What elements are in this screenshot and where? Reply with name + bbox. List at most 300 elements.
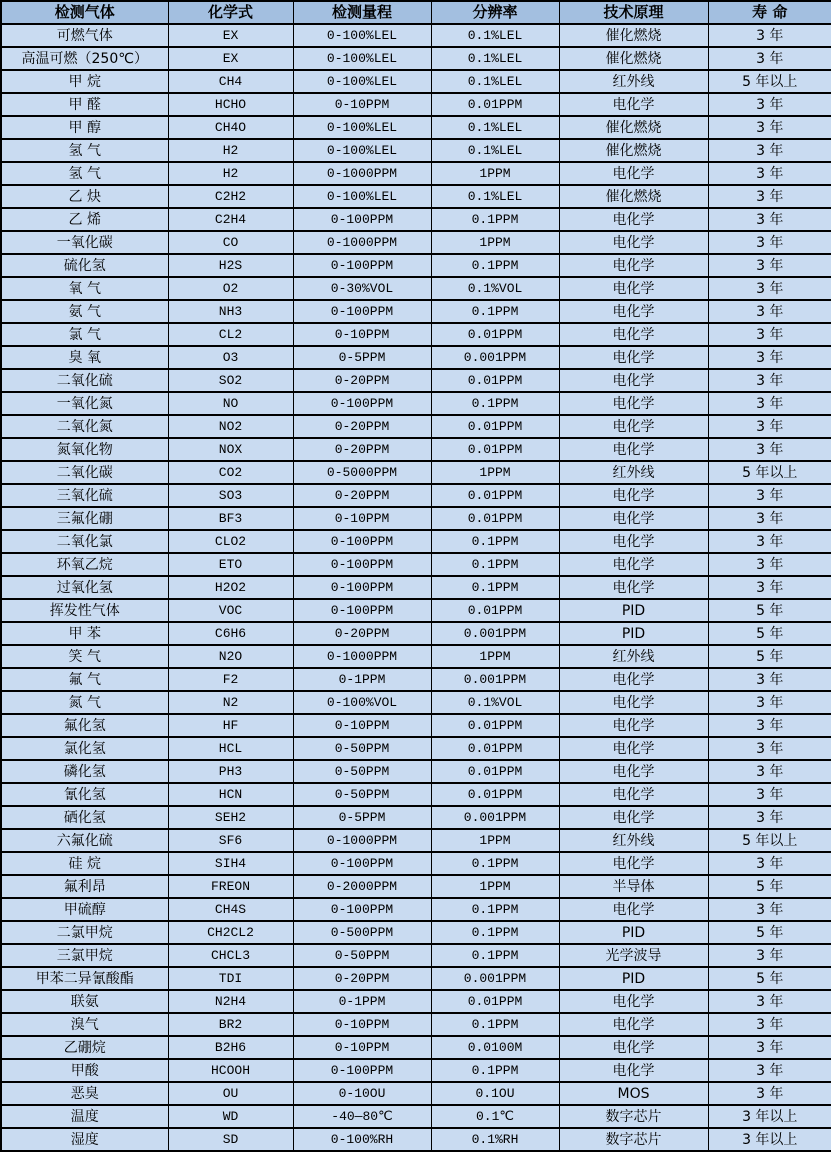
table-row — [1, 70, 831, 93]
cell-range: 0-100PPM — [293, 300, 431, 323]
table-row — [1, 806, 831, 829]
cell-resolution: 0.1PPM — [431, 921, 559, 944]
cell-formula: ETO — [168, 553, 293, 576]
cell-gas: 二氧化氯 — [1, 530, 168, 553]
table-row — [1, 1082, 831, 1105]
table-row — [1, 484, 831, 507]
cell-gas: 氧 气 — [1, 277, 168, 300]
cell-lifespan: 3 年 — [708, 438, 831, 461]
cell-lifespan: 3 年 — [708, 737, 831, 760]
cell-gas: 氯化氢 — [1, 737, 168, 760]
cell-resolution: 0.001PPM — [431, 346, 559, 369]
cell-range: 0-1PPM — [293, 668, 431, 691]
cell-gas: 溴气 — [1, 1013, 168, 1036]
cell-range: 0-100PPM — [293, 254, 431, 277]
cell-formula: SO2 — [168, 369, 293, 392]
cell-principle: 电化学 — [559, 208, 708, 231]
cell-formula: O2 — [168, 277, 293, 300]
cell-range: 0-20PPM — [293, 415, 431, 438]
cell-principle: 电化学 — [559, 990, 708, 1013]
cell-formula: C6H6 — [168, 622, 293, 645]
cell-lifespan: 5 年以上 — [708, 461, 831, 484]
table-row — [1, 645, 831, 668]
cell-resolution: 0.1OU — [431, 1082, 559, 1105]
table-row — [1, 553, 831, 576]
table-row — [1, 507, 831, 530]
cell-formula: EX — [168, 24, 293, 47]
table-row — [1, 369, 831, 392]
cell-range: 0-100PPM — [293, 852, 431, 875]
cell-gas: 氰化氢 — [1, 783, 168, 806]
column-header-formula: 化学式 — [168, 1, 293, 24]
cell-range: 0-100%LEL — [293, 139, 431, 162]
cell-resolution: 0.1PPM — [431, 1059, 559, 1082]
cell-formula: HCOOH — [168, 1059, 293, 1082]
cell-lifespan: 3 年 — [708, 668, 831, 691]
cell-gas: 臭 氧 — [1, 346, 168, 369]
cell-lifespan: 3 年 — [708, 990, 831, 1013]
cell-gas: 氨 气 — [1, 300, 168, 323]
cell-formula: H2S — [168, 254, 293, 277]
cell-principle: 电化学 — [559, 714, 708, 737]
cell-principle: 电化学 — [559, 277, 708, 300]
cell-resolution: 0.01PPM — [431, 415, 559, 438]
cell-formula: CH4S — [168, 898, 293, 921]
cell-principle: 催化燃烧 — [559, 185, 708, 208]
cell-range: 0-2000PPM — [293, 875, 431, 898]
cell-resolution: 0.1PPM — [431, 300, 559, 323]
table-row — [1, 829, 831, 852]
cell-resolution: 0.1%VOL — [431, 277, 559, 300]
cell-lifespan: 5 年 — [708, 645, 831, 668]
cell-principle: 电化学 — [559, 783, 708, 806]
cell-range: -40—80℃ — [293, 1105, 431, 1128]
cell-lifespan: 3 年 — [708, 139, 831, 162]
cell-range: 0-20PPM — [293, 967, 431, 990]
cell-gas: 甲 醛 — [1, 93, 168, 116]
cell-gas: 二氧化碳 — [1, 461, 168, 484]
cell-lifespan: 3 年 — [708, 898, 831, 921]
cell-gas: 联氨 — [1, 990, 168, 1013]
cell-gas: 甲酸 — [1, 1059, 168, 1082]
cell-formula: H2O2 — [168, 576, 293, 599]
cell-resolution: 0.01PPM — [431, 737, 559, 760]
cell-lifespan: 3 年以上 — [708, 1105, 831, 1128]
cell-resolution: 0.1PPM — [431, 530, 559, 553]
cell-resolution: 0.01PPM — [431, 714, 559, 737]
cell-formula: SD — [168, 1128, 293, 1151]
cell-principle: 电化学 — [559, 530, 708, 553]
cell-lifespan: 3 年 — [708, 783, 831, 806]
cell-principle: 电化学 — [559, 438, 708, 461]
cell-formula: EX — [168, 47, 293, 70]
cell-principle: 电化学 — [559, 162, 708, 185]
cell-principle: 电化学 — [559, 806, 708, 829]
cell-lifespan: 3 年 — [708, 24, 831, 47]
cell-gas: 环氧乙烷 — [1, 553, 168, 576]
cell-principle: 电化学 — [559, 254, 708, 277]
cell-resolution: 0.0100M — [431, 1036, 559, 1059]
cell-resolution: 0.01PPM — [431, 438, 559, 461]
cell-range: 0-20PPM — [293, 438, 431, 461]
table-row — [1, 691, 831, 714]
cell-resolution: 1PPM — [431, 461, 559, 484]
cell-lifespan: 3 年 — [708, 530, 831, 553]
cell-lifespan: 3 年 — [708, 231, 831, 254]
cell-resolution: 0.1PPM — [431, 392, 559, 415]
cell-formula: O3 — [168, 346, 293, 369]
cell-principle: 电化学 — [559, 1059, 708, 1082]
table-row — [1, 24, 831, 47]
table-row — [1, 599, 831, 622]
cell-gas: 硅 烷 — [1, 852, 168, 875]
cell-range: 0-100PPM — [293, 392, 431, 415]
cell-resolution: 0.1%LEL — [431, 47, 559, 70]
table-row — [1, 783, 831, 806]
cell-resolution: 0.001PPM — [431, 806, 559, 829]
cell-lifespan: 5 年以上 — [708, 829, 831, 852]
cell-formula: CO2 — [168, 461, 293, 484]
cell-principle: MOS — [559, 1082, 708, 1105]
cell-range: 0-1000PPM — [293, 231, 431, 254]
cell-formula: OU — [168, 1082, 293, 1105]
cell-lifespan: 5 年 — [708, 599, 831, 622]
cell-lifespan: 3 年 — [708, 484, 831, 507]
cell-range: 0-100PPM — [293, 530, 431, 553]
table-row — [1, 116, 831, 139]
cell-range: 0-5PPM — [293, 806, 431, 829]
cell-range: 0-100%LEL — [293, 185, 431, 208]
table-row — [1, 461, 831, 484]
cell-principle: 数字芯片 — [559, 1105, 708, 1128]
cell-resolution: 0.001PPM — [431, 622, 559, 645]
cell-resolution: 0.01PPM — [431, 93, 559, 116]
cell-principle: 电化学 — [559, 369, 708, 392]
cell-formula: BR2 — [168, 1013, 293, 1036]
cell-lifespan: 3 年 — [708, 300, 831, 323]
cell-principle: 催化燃烧 — [559, 116, 708, 139]
column-header-gas: 检测气体 — [1, 1, 168, 24]
cell-lifespan: 3 年 — [708, 185, 831, 208]
cell-formula: CO — [168, 231, 293, 254]
cell-gas: 磷化氢 — [1, 760, 168, 783]
cell-lifespan: 3 年 — [708, 415, 831, 438]
cell-principle: 红外线 — [559, 645, 708, 668]
cell-resolution: 0.01PPM — [431, 760, 559, 783]
cell-resolution: 0.1%LEL — [431, 116, 559, 139]
cell-formula: HCL — [168, 737, 293, 760]
cell-gas: 恶臭 — [1, 1082, 168, 1105]
cell-formula: CL2 — [168, 323, 293, 346]
cell-lifespan: 3 年 — [708, 47, 831, 70]
cell-formula: VOC — [168, 599, 293, 622]
column-header-lifespan: 寿 命 — [708, 1, 831, 24]
cell-resolution: 1PPM — [431, 875, 559, 898]
cell-range: 0-500PPM — [293, 921, 431, 944]
cell-lifespan: 3 年 — [708, 1082, 831, 1105]
cell-formula: NO2 — [168, 415, 293, 438]
column-header-principle: 技术原理 — [559, 1, 708, 24]
cell-formula: HCHO — [168, 93, 293, 116]
cell-range: 0-10PPM — [293, 93, 431, 116]
cell-principle: 半导体 — [559, 875, 708, 898]
table-row — [1, 1128, 831, 1151]
cell-formula: N2H4 — [168, 990, 293, 1013]
cell-lifespan: 3 年 — [708, 691, 831, 714]
cell-principle: 红外线 — [559, 829, 708, 852]
cell-resolution: 1PPM — [431, 231, 559, 254]
cell-range: 0-100PPM — [293, 208, 431, 231]
cell-range: 0-5000PPM — [293, 461, 431, 484]
cell-lifespan: 3 年 — [708, 806, 831, 829]
cell-lifespan: 3 年 — [708, 208, 831, 231]
cell-resolution: 0.001PPM — [431, 668, 559, 691]
cell-gas: 甲苯二异氰酸酯 — [1, 967, 168, 990]
cell-gas: 甲 苯 — [1, 622, 168, 645]
table-row — [1, 300, 831, 323]
cell-range: 0-100%RH — [293, 1128, 431, 1151]
cell-resolution: 0.01PPM — [431, 599, 559, 622]
table-row — [1, 346, 831, 369]
cell-range: 0-100PPM — [293, 599, 431, 622]
cell-resolution: 0.01PPM — [431, 369, 559, 392]
cell-principle: 催化燃烧 — [559, 24, 708, 47]
cell-range: 0-20PPM — [293, 622, 431, 645]
cell-resolution: 0.1PPM — [431, 208, 559, 231]
cell-resolution: 0.1PPM — [431, 1013, 559, 1036]
cell-principle: PID — [559, 599, 708, 622]
cell-formula: NOX — [168, 438, 293, 461]
cell-gas: 湿度 — [1, 1128, 168, 1151]
cell-range: 0-50PPM — [293, 737, 431, 760]
cell-range: 0-1000PPM — [293, 645, 431, 668]
cell-principle: 电化学 — [559, 415, 708, 438]
cell-formula: CLO2 — [168, 530, 293, 553]
cell-formula: H2 — [168, 162, 293, 185]
cell-gas: 氮 气 — [1, 691, 168, 714]
cell-range: 0-5PPM — [293, 346, 431, 369]
cell-formula: WD — [168, 1105, 293, 1128]
header-row — [1, 1, 831, 24]
cell-lifespan: 3 年 — [708, 392, 831, 415]
cell-resolution: 0.01PPM — [431, 783, 559, 806]
cell-range: 0-10PPM — [293, 1013, 431, 1036]
cell-resolution: 0.1%LEL — [431, 185, 559, 208]
cell-gas: 氟利昂 — [1, 875, 168, 898]
cell-formula: N2 — [168, 691, 293, 714]
table-row — [1, 47, 831, 70]
cell-formula: H2 — [168, 139, 293, 162]
cell-range: 0-10PPM — [293, 507, 431, 530]
cell-range: 0-20PPM — [293, 484, 431, 507]
cell-gas: 一氧化氮 — [1, 392, 168, 415]
cell-resolution: 0.1%LEL — [431, 70, 559, 93]
cell-resolution: 1PPM — [431, 829, 559, 852]
cell-gas: 过氧化氢 — [1, 576, 168, 599]
cell-formula: CH2CL2 — [168, 921, 293, 944]
cell-formula: HF — [168, 714, 293, 737]
cell-resolution: 0.1%VOL — [431, 691, 559, 714]
cell-lifespan: 3 年 — [708, 714, 831, 737]
cell-lifespan: 3 年 — [708, 1059, 831, 1082]
cell-formula: HCN — [168, 783, 293, 806]
cell-resolution: 0.01PPM — [431, 990, 559, 1013]
table-row — [1, 231, 831, 254]
cell-range: 0-10PPM — [293, 714, 431, 737]
cell-lifespan: 3 年 — [708, 944, 831, 967]
cell-principle: 电化学 — [559, 93, 708, 116]
table-row — [1, 760, 831, 783]
cell-lifespan: 5 年 — [708, 921, 831, 944]
table-row — [1, 162, 831, 185]
cell-range: 0-10PPM — [293, 323, 431, 346]
cell-principle: 电化学 — [559, 484, 708, 507]
cell-range: 0-100%LEL — [293, 24, 431, 47]
table-row — [1, 576, 831, 599]
cell-gas: 氟化氢 — [1, 714, 168, 737]
column-header-range: 检测量程 — [293, 1, 431, 24]
cell-lifespan: 3 年 — [708, 1036, 831, 1059]
cell-formula: CHCL3 — [168, 944, 293, 967]
cell-principle: 电化学 — [559, 760, 708, 783]
table-row — [1, 1105, 831, 1128]
cell-resolution: 0.1℃ — [431, 1105, 559, 1128]
table-row — [1, 392, 831, 415]
cell-lifespan: 5 年 — [708, 622, 831, 645]
cell-gas: 高温可燃（250℃） — [1, 47, 168, 70]
table-row — [1, 415, 831, 438]
cell-principle: 电化学 — [559, 852, 708, 875]
cell-resolution: 1PPM — [431, 162, 559, 185]
cell-resolution: 0.1PPM — [431, 576, 559, 599]
cell-formula: FREON — [168, 875, 293, 898]
cell-formula: SF6 — [168, 829, 293, 852]
table-row — [1, 852, 831, 875]
table-row — [1, 990, 831, 1013]
cell-range: 0-1000PPM — [293, 162, 431, 185]
cell-principle: 电化学 — [559, 576, 708, 599]
cell-range: 0-100PPM — [293, 553, 431, 576]
cell-gas: 氯 气 — [1, 323, 168, 346]
cell-formula: SIH4 — [168, 852, 293, 875]
cell-lifespan: 3 年 — [708, 323, 831, 346]
cell-formula: TDI — [168, 967, 293, 990]
cell-range: 0-10PPM — [293, 1036, 431, 1059]
cell-principle: 电化学 — [559, 323, 708, 346]
table-row — [1, 438, 831, 461]
cell-lifespan: 3 年 — [708, 1013, 831, 1036]
cell-lifespan: 3 年 — [708, 507, 831, 530]
cell-formula: C2H2 — [168, 185, 293, 208]
table-row — [1, 898, 831, 921]
cell-formula: CH4 — [168, 70, 293, 93]
cell-gas: 氮氧化物 — [1, 438, 168, 461]
cell-principle: PID — [559, 921, 708, 944]
cell-principle: 电化学 — [559, 231, 708, 254]
cell-principle: 电化学 — [559, 1013, 708, 1036]
cell-gas: 可燃气体 — [1, 24, 168, 47]
cell-gas: 三氟化硼 — [1, 507, 168, 530]
cell-gas: 甲 烷 — [1, 70, 168, 93]
cell-principle: 催化燃烧 — [559, 47, 708, 70]
cell-resolution: 0.01PPM — [431, 484, 559, 507]
cell-resolution: 0.1PPM — [431, 898, 559, 921]
cell-range: 0-100PPM — [293, 1059, 431, 1082]
cell-resolution: 0.1%LEL — [431, 24, 559, 47]
cell-gas: 三氧化硫 — [1, 484, 168, 507]
cell-lifespan: 5 年 — [708, 875, 831, 898]
cell-gas: 二氯甲烷 — [1, 921, 168, 944]
cell-formula: F2 — [168, 668, 293, 691]
cell-formula: NO — [168, 392, 293, 415]
table-row — [1, 254, 831, 277]
cell-principle: 电化学 — [559, 668, 708, 691]
cell-principle: 电化学 — [559, 346, 708, 369]
cell-gas: 氢 气 — [1, 139, 168, 162]
cell-principle: 电化学 — [559, 392, 708, 415]
cell-range: 0-100%LEL — [293, 70, 431, 93]
cell-lifespan: 3 年 — [708, 277, 831, 300]
cell-resolution: 0.1PPM — [431, 944, 559, 967]
table-row — [1, 944, 831, 967]
table-row — [1, 622, 831, 645]
cell-gas: 乙 炔 — [1, 185, 168, 208]
cell-formula: NH3 — [168, 300, 293, 323]
cell-range: 0-50PPM — [293, 783, 431, 806]
cell-principle: 电化学 — [559, 300, 708, 323]
cell-principle: 电化学 — [559, 737, 708, 760]
cell-gas: 甲 醇 — [1, 116, 168, 139]
cell-gas: 二氧化氮 — [1, 415, 168, 438]
cell-gas: 挥发性气体 — [1, 599, 168, 622]
table-row — [1, 875, 831, 898]
cell-gas: 六氟化硫 — [1, 829, 168, 852]
cell-resolution: 0.1%LEL — [431, 139, 559, 162]
table-row — [1, 967, 831, 990]
table-row — [1, 530, 831, 553]
cell-lifespan: 3 年 — [708, 116, 831, 139]
cell-lifespan: 3 年 — [708, 852, 831, 875]
table-row — [1, 185, 831, 208]
table-row — [1, 323, 831, 346]
column-header-resolution: 分辨率 — [431, 1, 559, 24]
cell-formula: N2O — [168, 645, 293, 668]
table-row — [1, 714, 831, 737]
cell-lifespan: 3 年 — [708, 553, 831, 576]
cell-gas: 二氧化硫 — [1, 369, 168, 392]
cell-lifespan: 3 年 — [708, 369, 831, 392]
cell-principle: PID — [559, 967, 708, 990]
table-row — [1, 1036, 831, 1059]
cell-range: 0-100%LEL — [293, 116, 431, 139]
cell-range: 0-20PPM — [293, 369, 431, 392]
cell-lifespan: 5 年 — [708, 967, 831, 990]
table-row — [1, 277, 831, 300]
cell-formula: C2H4 — [168, 208, 293, 231]
cell-lifespan: 3 年 — [708, 760, 831, 783]
cell-resolution: 0.1PPM — [431, 553, 559, 576]
cell-range: 0-30%VOL — [293, 277, 431, 300]
cell-gas: 氟 气 — [1, 668, 168, 691]
cell-principle: 光学波导 — [559, 944, 708, 967]
cell-gas: 氢 气 — [1, 162, 168, 185]
cell-gas: 硫化氢 — [1, 254, 168, 277]
cell-lifespan: 3 年 — [708, 93, 831, 116]
cell-resolution: 0.1PPM — [431, 254, 559, 277]
cell-formula: CH4O — [168, 116, 293, 139]
cell-lifespan: 3 年 — [708, 576, 831, 599]
cell-principle: 电化学 — [559, 1036, 708, 1059]
